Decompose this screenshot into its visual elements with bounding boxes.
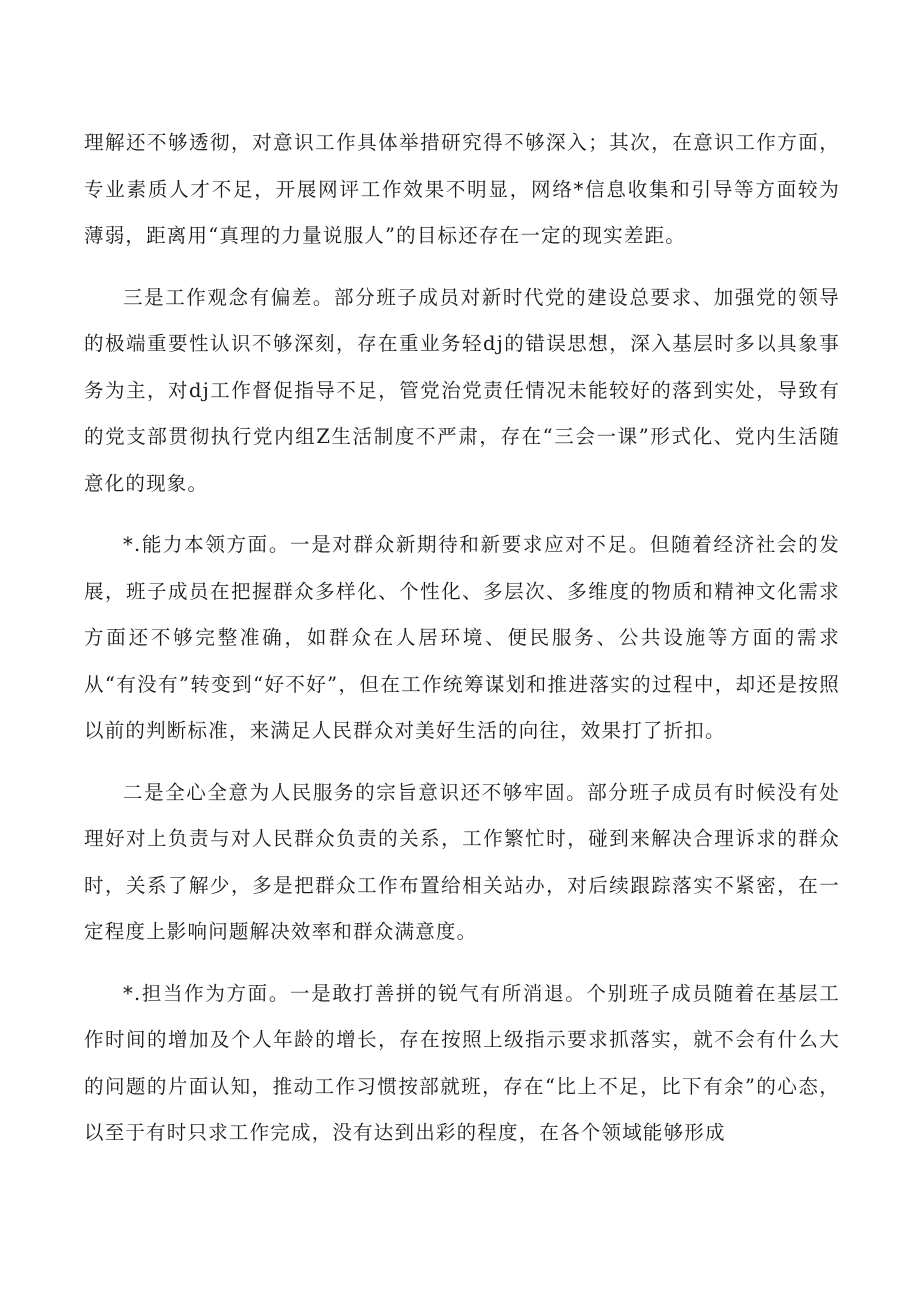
paragraph-3: *.能力本领方面。一是对群众新期待和新要求应对不足。但随着经济社会的发展，班子成员在把握群众多样化、个性化、多层次、多维度的物质和精神文化需求方面还不够完整准确，如群众在人居环境、便民服务、公共设施等方面的需求从“有没有”转变到“好不好”，但在工作统筹谋划和推进落实的过程中，却还是按照以前的判断标准，来满足人民群众对美好生活的向往，效果打了折扣。 — [84, 533, 840, 742]
paragraph-2: 三是工作观念有偏差。部分班子成员对新时代党的建设总要求、加强党的领导的极端重要性认识不够深刻，存在重业务轻dj的错误思想，深入基层时多以具象事务为主，对dj工作督促指导不足，管党治党责任情况未能较好的落到实处，导致有的党支部贯彻执行党内组Z生活制度不严肃，存在“三会一课”形式化、党内生活随意化的现象。 — [84, 285, 840, 495]
document-body — [84, 120, 840, 1157]
paragraph-5: *.担当作为方面。一是敢打善拼的锐气有所消退。个别班子成员随着在基层工作时间的增加及个人年龄的增长，存在按照上级指示要求抓落实，就不会有什么大的问题的片面认知，推动工作习惯按部就班，存在“比上不足，比下有余”的心态，以至于有时只求工作完成，没有达到出彩的程度，在各个领域能够形成 — [84, 981, 840, 1144]
paragraph-1: 理解还不够透彻，对意识工作具体举措研究得不够深入；其次，在意识工作方面，专业素质人才不足，开展网评工作效果不明显，网络*信息收集和引导等方面较为薄弱，距离用“真理的力量说服人”的目标还存在一定的现实差距。 — [84, 131, 840, 247]
paragraph-4: 二是全心全意为人民服务的宗旨意识还不够牢固。部分班子成员有时候没有处理好对上负责与对人民群众负责的关系，工作繁忙时，碰到来解决合理诉求的群众时，关系了解少，多是把群众工作布置给相关站办，对后续跟踪落实不紧密，在一定程度上影响问题解决效率和群众满意度。 — [84, 780, 840, 943]
